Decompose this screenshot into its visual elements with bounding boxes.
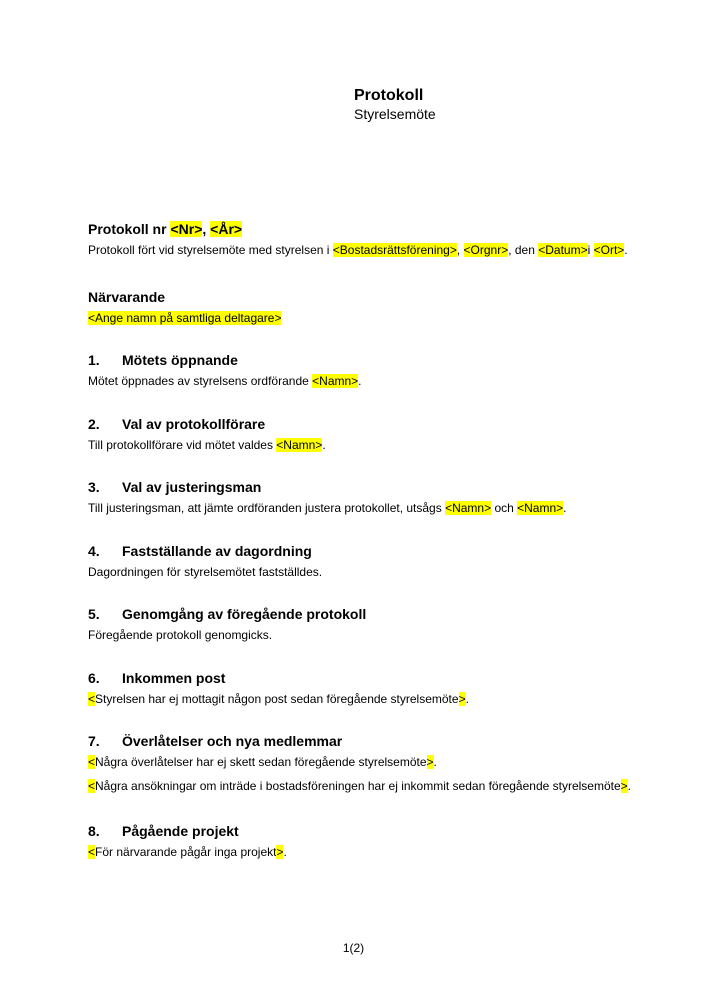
section-8-heading [88,822,632,840]
section-8-title: Pågående projekt [122,823,239,839]
bracket-open: < [88,755,96,769]
section-5-heading [88,605,632,623]
section-4-heading [88,542,632,560]
page-number: 1(2) [342,941,365,955]
section-5-number: 5. [88,606,100,622]
section-8-text: För närvarande pågår inga projekt [95,845,277,859]
section-8-period: . [283,845,287,859]
bracket-open: < [88,691,96,706]
title-block [354,86,632,123]
section-2-heading [88,415,632,433]
section-7-period-1: . [433,755,437,769]
section-3-heading [88,478,632,496]
placeholder-orgnr: <Orgnr> [463,243,509,257]
intro-sep-2: , den [508,243,539,257]
bracket-close: > [620,778,628,793]
section-8-body [88,845,632,860]
heading-text: Protokoll nr [88,221,171,237]
section-5 [88,605,632,643]
placeholder-name: <Namn> [312,374,359,388]
heading-separator: , [202,221,211,237]
section-3-body [88,501,632,516]
bracket-open: < [88,845,96,859]
section-1-period: . [358,374,362,388]
section-7-body-1 [88,755,632,770]
bracket-close: > [458,691,466,706]
intro-sep-3: i [587,243,594,257]
section-4-title: Fastställande av dagordning [122,542,312,559]
section-7-number: 7. [88,733,100,749]
placeholder-year: <År> [210,221,243,237]
section-4-number: 4. [88,542,100,559]
section-6-period: . [465,691,469,706]
section-1-number: 1. [88,352,100,368]
bracket-close: > [426,755,434,769]
bracket-close: > [276,845,284,859]
section-1-heading [88,351,632,369]
section-3-title: Val av justeringsman [122,479,262,495]
section-6-number: 6. [88,669,100,686]
section-7-title: Överlåtelser och nya medlemmar [122,733,343,749]
placeholder-name: <Namn> [276,437,323,452]
section-6 [88,669,632,707]
section-4-body: Dagordningen för styrelsemötet fastställdes. [88,564,323,579]
section-7-heading [88,732,632,750]
section-2-period: . [322,437,326,452]
attendees-placeholder-line [88,311,632,326]
section-3-period: . [563,501,567,515]
bracket-open: < [88,778,96,793]
section-1-body [88,374,632,389]
section-7-text-1: Några överlåtelser har ej skett sedan föregående styrelsemöte [95,755,427,769]
section-7-period-2: . [627,778,632,793]
placeholder-name: <Namn> [517,501,564,515]
section-6-text: Styrelsen har ej mottagit någon post sedan föregående styrelsemöte [95,691,459,706]
section-3-number: 3. [88,479,100,495]
section-8-number: 8. [88,823,100,839]
section-2-text: Till protokollförare vid mötet valdes [88,437,277,452]
intro-sep-1: , [456,243,464,257]
section-1-title: Mötets öppnande [122,352,238,368]
placeholder-nr: <Nr> [170,221,203,237]
placeholder-attendees: <Ange namn på samtliga deltagare> [88,310,282,325]
section-5-body: Föregående protokoll genomgicks. [88,628,273,642]
section-8 [88,822,632,860]
section-1 [88,351,632,389]
intro-period: . [624,243,628,257]
intro-text: Protokoll fört vid styrelsemöte med styrelsen i [88,243,333,257]
protocol-intro-text [88,243,632,258]
protocol-number-heading [88,220,632,238]
section-2-title: Val av protokollförare [122,415,266,432]
placeholder-name: <Namn> [445,501,492,515]
section-3 [88,478,632,516]
section-6-body [88,692,632,707]
document-title: Protokoll [354,87,424,104]
section-3-text: Till justeringsman, att jämte ordföranden justera protokollet, utsågs [88,501,446,515]
section-5-title: Genomgång av föregående protokoll [122,606,367,622]
document-subtitle: Styrelsemöte [354,106,436,122]
section-7 [88,732,632,793]
placeholder-ort: <Ort> [593,243,625,257]
section-7-text-2: Några ansökningar om inträde i bostadsföreningen har ej inkommit sedan föregående styrelsemöte [95,778,621,793]
section-6-heading [88,669,632,687]
section-2-body [88,438,632,453]
placeholder-datum: <Datum> [538,243,588,257]
section-2-number: 2. [88,415,100,432]
section-2 [88,415,632,453]
section-4 [88,542,632,580]
section-1-text: Mötet öppnades av styrelsens ordförande [88,374,313,388]
section-7-body-2 [88,779,632,794]
section-3-conjunction: och [491,501,518,515]
attendees-heading: Närvarande [88,288,166,305]
placeholder-forening: <Bostadsrättsförening> [332,243,457,257]
section-6-title: Inkommen post [122,669,226,686]
